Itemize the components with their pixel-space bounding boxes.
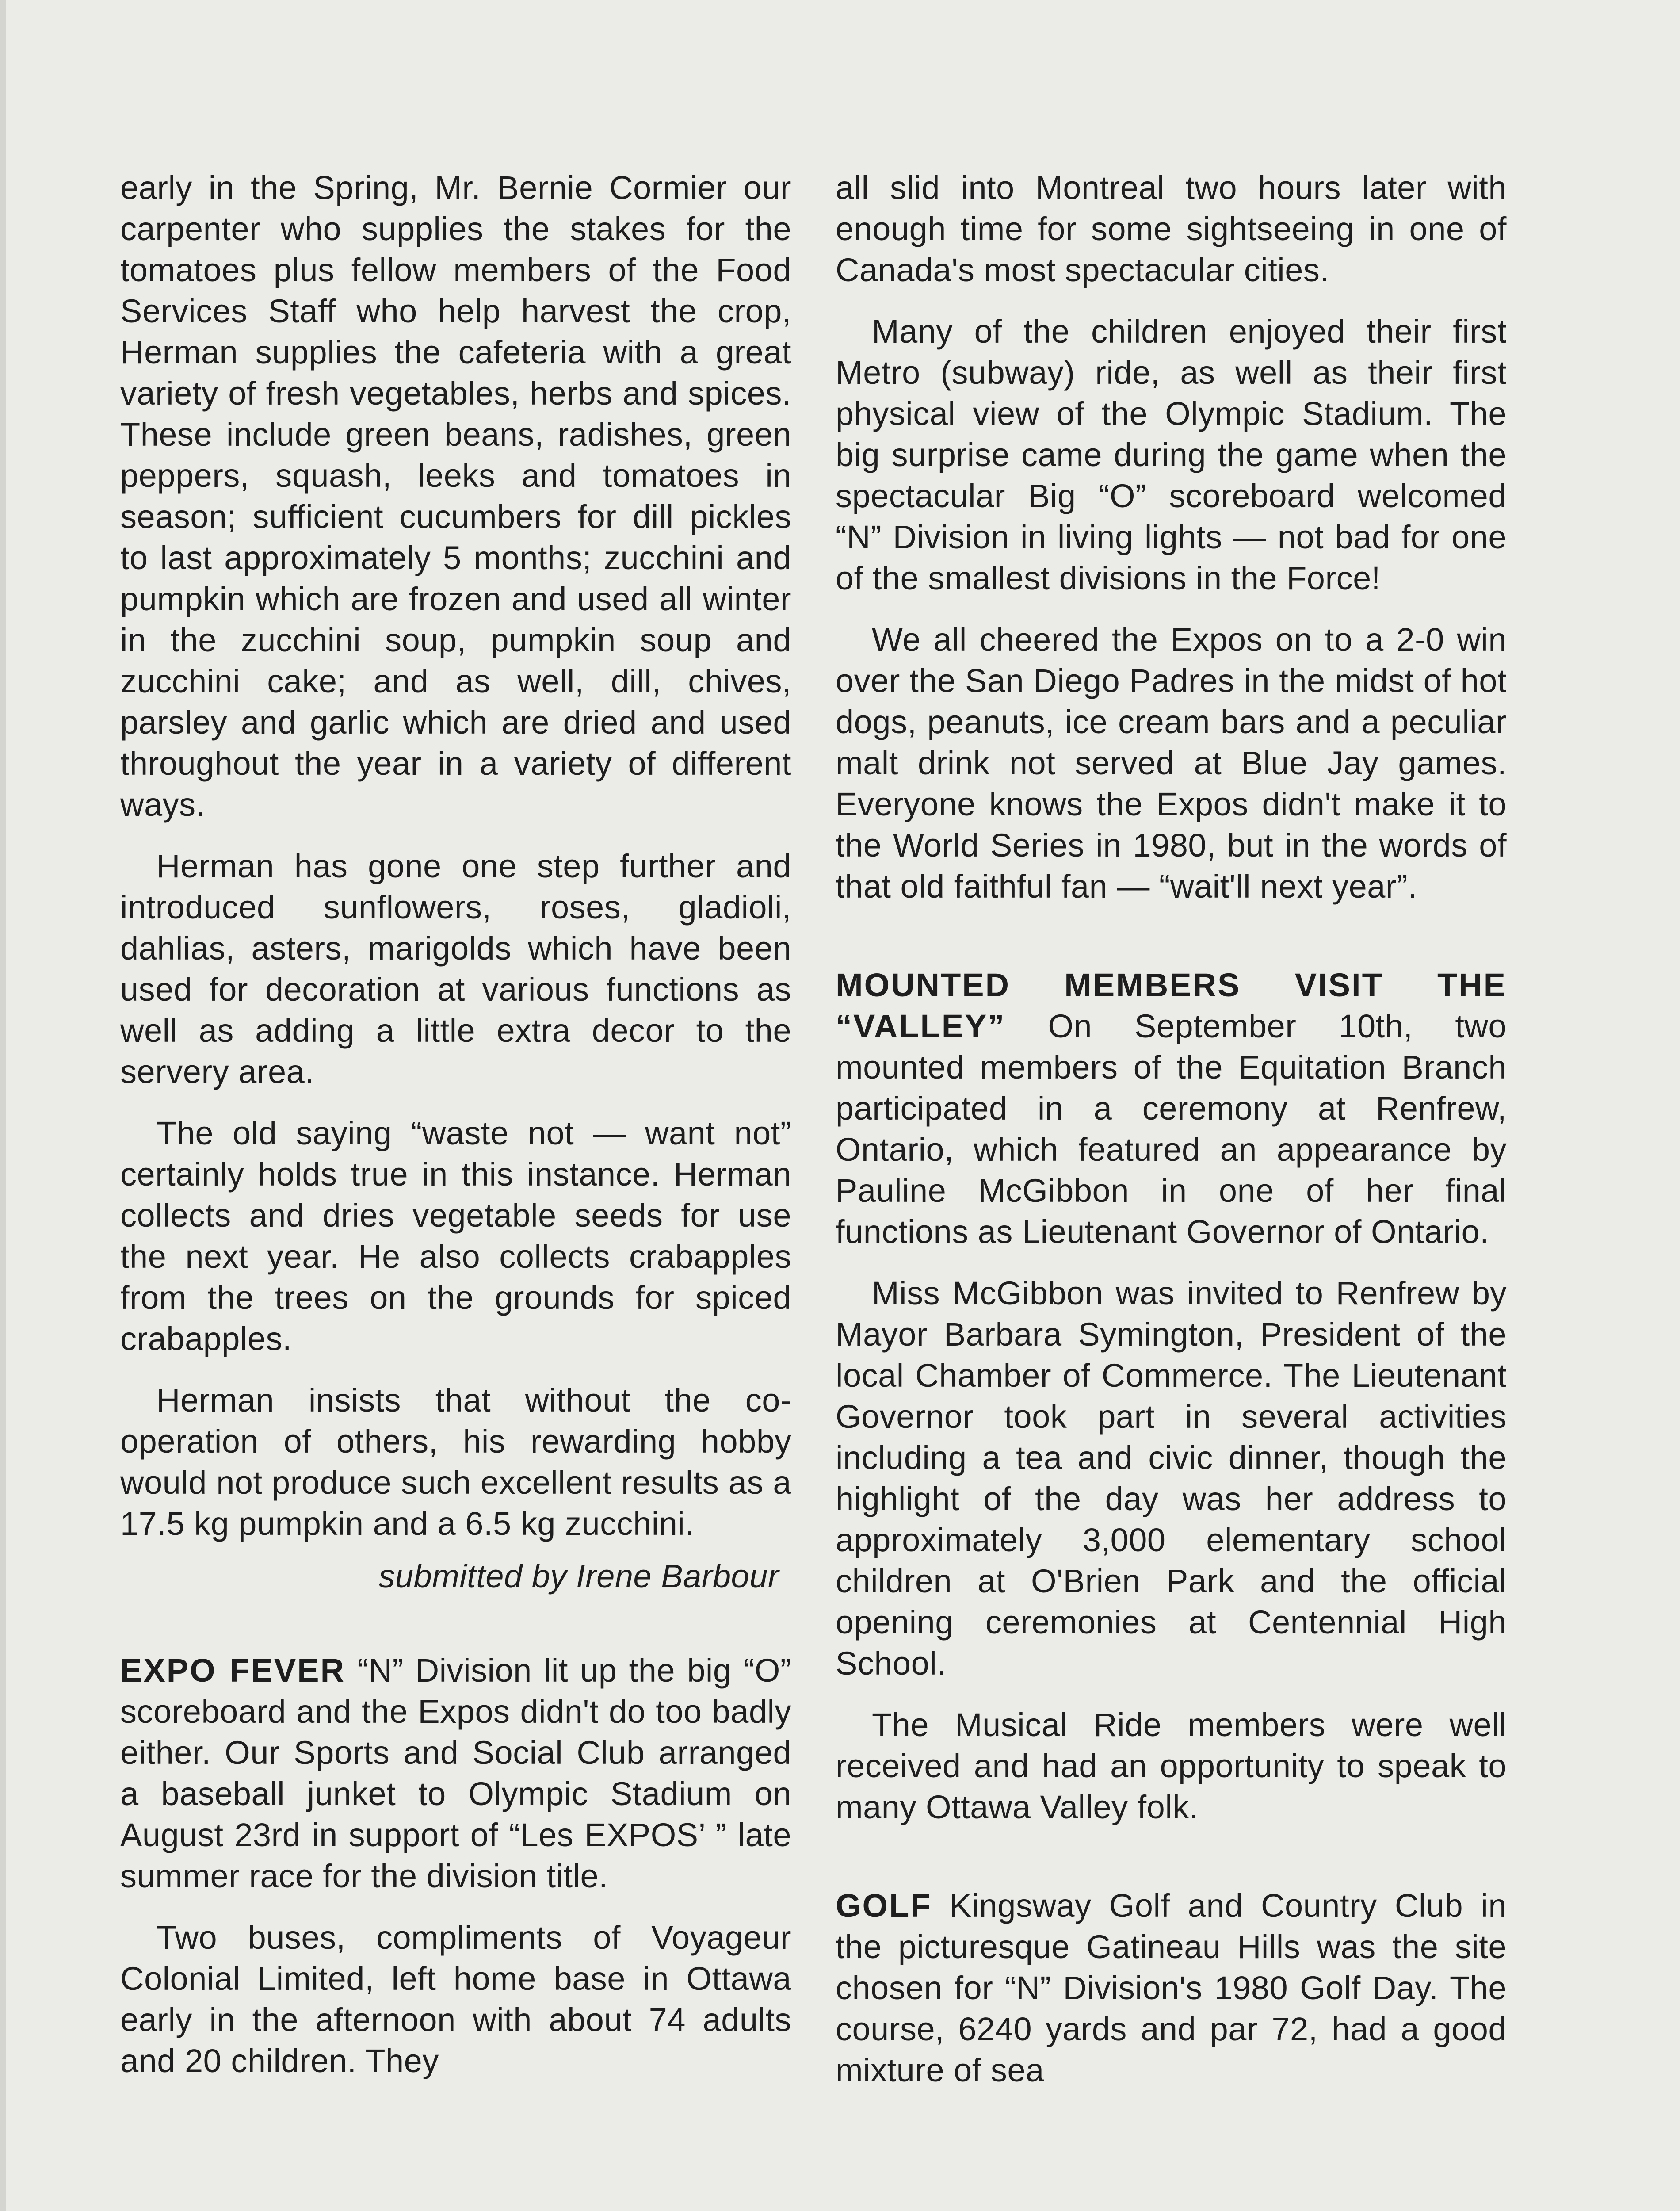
paragraph: We all cheered the Expos on to a 2-0 win over the San Diego Padres in the midst of hot dogs, peanuts, ice cream bars and a peculiar malt drink not served at Blue Jay games. Everyone knows the Expos didn't make it to the World Series in 1980, but in the words of that old faithful fan — “wait'll next year”. <box>836 621 1507 905</box>
left-column <box>120 167 791 2102</box>
expo-section <box>120 1650 791 1897</box>
paragraph: Kingsway Golf and Country Club in the picturesque Gatineau Hills was the site chosen for “N” Division's 1980 Golf Day. The course, 6240 yards and par 72, had a good mixture of sea <box>836 1887 1507 2089</box>
byline: submitted by Irene Barbour <box>378 1558 779 1595</box>
paragraph: Herman insists that without the co-operation of others, his rewarding hobby would not produce such excellent results as a 17.5 kg pumpkin and a 6.5 kg zucchini. <box>120 1382 791 1542</box>
golf-section <box>836 1885 1507 2091</box>
paragraph: Miss McGibbon was invited to Renfrew by Mayor Barbara Symington, President of the local Chamber of Commerce. The Lieutenant Governor took part in several activities including a tea and civic dinner, though the highlight of the day was her address to approximately 3,000 elementary school children at O'Brien Park and the official opening ceremonies at Centennial High School. <box>836 1275 1507 1682</box>
golf-heading: GOLF <box>836 1887 932 1924</box>
paragraph: Many of the children enjoyed their first Metro (subway) ride, as well as their first physical view of the Olympic Stadium. The big surprise came during the game when the spectacular Big “O” scoreboard welcomed “N” Division in living lights — not bad for one of the smallest divisions in the Force! <box>836 313 1507 597</box>
paragraph: Two buses, compliments of Voyageur Colonial Limited, left home base in Ottawa early in the afternoon with about 74 adults and 20 children. They <box>120 1919 791 2079</box>
paragraph: The old saying “waste not — want not” certainly holds true in this instance. Herman collects and dries vegetable seeds for use the next year. He also collects crabapples from the trees on the grounds for spiced crabapples. <box>120 1115 791 1357</box>
paragraph: all slid into Montreal two hours later with enough time for some sightseeing in one of Canada's most spectacular cities. <box>836 169 1507 288</box>
expo-heading: EXPO FEVER <box>120 1652 346 1689</box>
paragraph: early in the Spring, Mr. Bernie Cormier our carpenter who supplies the stakes for the tomatoes plus fellow members of the Food Services Staff who help harvest the crop, Herman supplies the cafeteria with a great variety of fresh vegetables, herbs and spices. These include green beans, radishes, green peppers, squash, leeks and tomatoes in season; sufficient cucumbers for dill pickles to last approximately 5 months; zucchini and pumpkin which are frozen and used all winter in the zucchini soup, pumpkin soup and zucchini cake; and as well, dill, chives, parsley and garlic which are dried and used throughout the year in a variety of different ways. <box>120 169 791 823</box>
page-edge <box>0 0 6 2211</box>
paragraph: “N” Division lit up the big “O” scoreboard and the Expos didn't do too badly either. Our Sports and Social Club arranged a baseball junket to Olympic Stadium on August 23rd in support of “Les EXPOS’ ” late summer race for the division title. <box>120 1652 792 1894</box>
paragraph: The Musical Ride members were well received and had an opportunity to speak to many Ottawa Valley folk. <box>836 1706 1507 1825</box>
right-column <box>836 167 1507 2111</box>
paragraph: Herman has gone one step further and introduced sunflowers, roses, gladioli, dahlias, asters, marigolds which have been used for decoration at various functions as well as adding a little extra decor to the servery area. <box>120 848 791 1090</box>
mounted-heading: MOUNTED MEMBERS VISIT THE “VALLEY” <box>836 967 1507 1044</box>
paragraph: On September 10th, two mounted members of the Equitation Branch participated in a ceremony at Renfrew, Ontario, which featured an appearance by Pauline McGibbon in one of her final functions as Lieutenant Governor of Ontario. <box>836 1008 1507 1250</box>
mounted-section <box>836 964 1507 1252</box>
